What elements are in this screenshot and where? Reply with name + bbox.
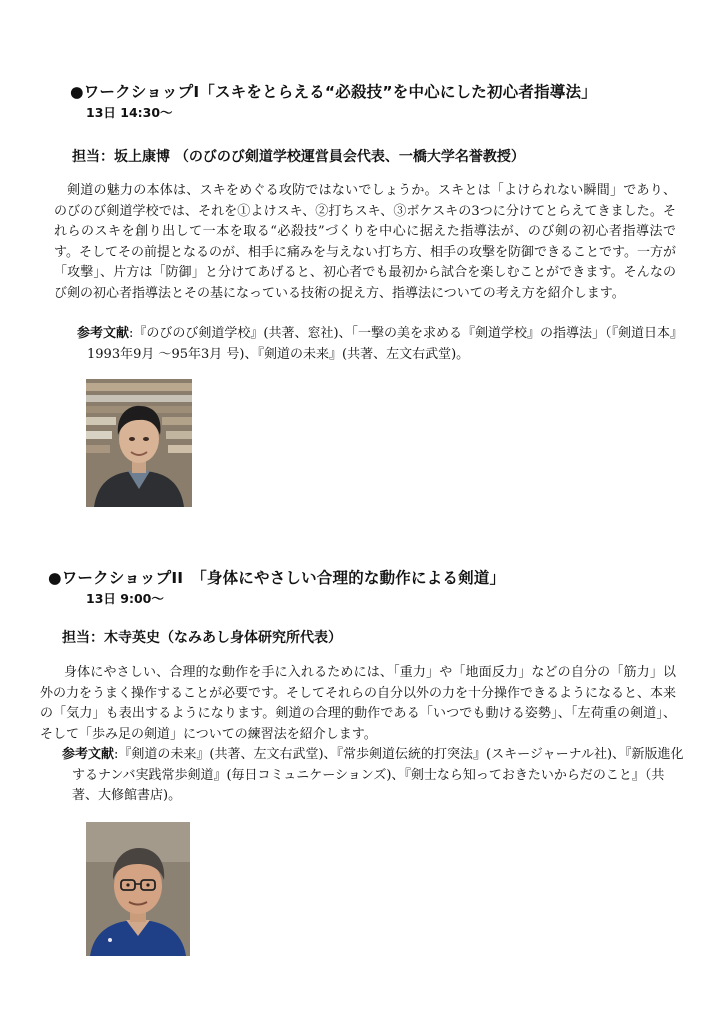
- workshop-2-heading: ●ワークショップII 「身体にやさしい合理的な動作による剣道」: [48, 569, 506, 587]
- references-text: :『のびのび剣道学校』(共著、窓社)、「一撃の美を求める『剣道学校』の指導法」（『剣道日本』1993年9月 〜95年3月 号)、『剣道の未来』(共著、左文右武堂)。: [87, 326, 677, 362]
- workshop-1-presenter: 担当：坂上康博 （のびのび剣道学校運営員会代表、一橋大学名誉教授）: [72, 149, 525, 165]
- references-label: 参考文献: [62, 747, 115, 762]
- workshop-2-date: 13日 9:00〜: [86, 591, 164, 606]
- workshop-1-references: [77, 324, 682, 365]
- workshop-1-date: 13日 14:30〜: [86, 105, 173, 120]
- workshop-1-description: 剣道の魅力の本体は、スキをめぐる攻防ではないでしょうか。スキとは「よけられない瞬間」であり、のびのび剣道学校では、それを①よけスキ、②打ちスキ、③ボケスキの3つに分けてとらえてきました。それらのスキを創り出して一本を取る“必殺技”づくりを中心に据えた指導法が、のび剣の初心者指導法です。そしてその前提となるのが、相手に痛みを与えない打ち方、相手の攻撃を防御できることです。一方が「攻撃」、片方は「防御」と分けてあげると、初心者でも最初から試合を楽しむことができます。そんなのび剣の初心者指導法とその基になっている技術の捉え方、指導法についての考え方を紹介します。: [54, 183, 676, 301]
- workshop-2-references: [62, 745, 687, 807]
- workshop-1-heading: ●ワークショップI「スキをとらえる“必殺技”を中心にした初心者指導法」: [70, 83, 597, 101]
- presenter-1-photo: [86, 379, 192, 507]
- portrait-photo-icon: [86, 822, 190, 956]
- workshop-2-description: 身体にやさしい、合理的な動作を手に入れるためには、「重力」や「地面反力」などの自分の「筋力」以外の力をうまく操作することが必要です。そしてそれらの自分以外の力を十分操作できるようになると、本来の「気力」も表出するようになります。剣道の合理的動作である「いつでも動ける姿勢」、「左荷重の剣道」、そして「歩み足の剣道」についての練習法を紹介します。: [40, 665, 676, 742]
- references-text: :『剣道の未来』(共著、左文右武堂)、『常歩剣道伝統的打突法』(スキージャーナル社)、『新版進化するナンバ実践常歩剣道』(毎日コミュニケーションズ)、『剣士なら知っておきたいからだのこと』（共著、大修館書店)。: [72, 747, 684, 803]
- portrait-photo-icon: [86, 379, 192, 507]
- workshop-2-presenter: 担当：木寺英史（なみあし身体研究所代表）: [62, 630, 342, 646]
- references-label: 参考文献: [77, 326, 130, 341]
- presenter-2-photo: [86, 822, 190, 956]
